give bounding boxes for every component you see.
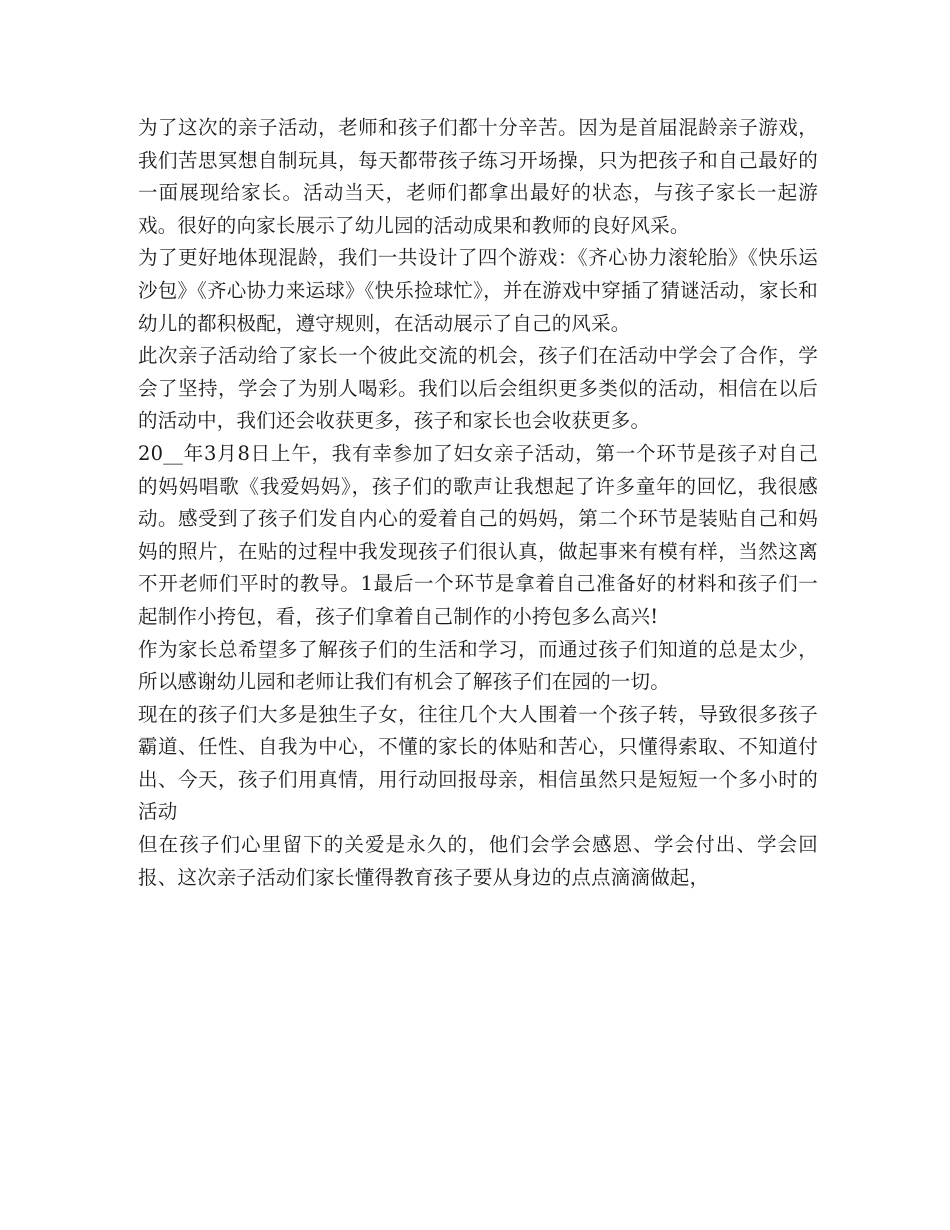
paragraph-4: 20__年3月8日上午，我有幸参加了妇女亲子活动，第一个环节是孩子对自己的妈妈唱歌《我爱妈妈》，孩子们的歌声让我想起了许多童年的回忆，我很感动。感受到了孩子们发自内心的爱着自己的妈妈，第二个环节是装贴自己和妈妈的照片，在贴的过程中我发现孩子们很认真，做起事来有模有样，当然这离不开老师们平时的教导。1最后一个环节是拿着自己准备好的材料和孩子们一起制作小挎包，看，孩子们拿着自己制作的小挎包多么高兴!	[138, 441, 818, 628]
paragraph-6: 现在的孩子们大多是独生子女，往往几个大人围着一个孩子转，导致很多孩子霸道、任性、自我为中心，不懂的家长的体贴和苦心，只懂得索取、不知道付出、今天，孩子们用真情，用行动回报母亲，相信虽然只是短短一个多小时的活动	[138, 702, 818, 824]
paragraph-7: 但在孩子们心里留下的关爱是永久的，他们会学会感恩、学会付出、学会回报、这次亲子活动们家长懂得教育孩子要从身边的点点滴滴做起，	[138, 833, 818, 889]
paragraph-3: 此次亲子活动给了家长一个彼此交流的机会，孩子们在活动中学会了合作，学会了坚持，学会了为别人喝彩。我们以后会组织更多类似的活动，相信在以后的活动中，我们还会收获更多，孩子和家长也会收获更多。	[138, 344, 818, 433]
paragraph-5: 作为家长总希望多了解孩子们的生活和学习，而通过孩子们知道的总是太少，所以感谢幼儿园和老师让我们有机会了解孩子们在园的一切。	[138, 637, 818, 694]
document-body	[138, 112, 818, 894]
paragraph-2: 为了更好地体现混龄，我们一共设计了四个游戏：《齐心协力滚轮胎》《快乐运沙包》《齐心协力来运球》《快乐捡球忙》，并在游戏中穿插了猜谜活动，家长和幼儿的都积极配，遵守规则，在活动展示了自己的风采。	[138, 246, 818, 335]
paragraph-1: 为了这次的亲子活动，老师和孩子们都十分辛苦。因为是首届混龄亲子游戏，我们苦思冥想自制玩具，每天都带孩子练习开场操，只为把孩子和自己最好的一面展现给家长。活动当天，老师们都拿出最好的状态，与孩子家长一起游戏。很好的向家长展示了幼儿园的活动成果和教师的良好风采。	[138, 116, 818, 237]
